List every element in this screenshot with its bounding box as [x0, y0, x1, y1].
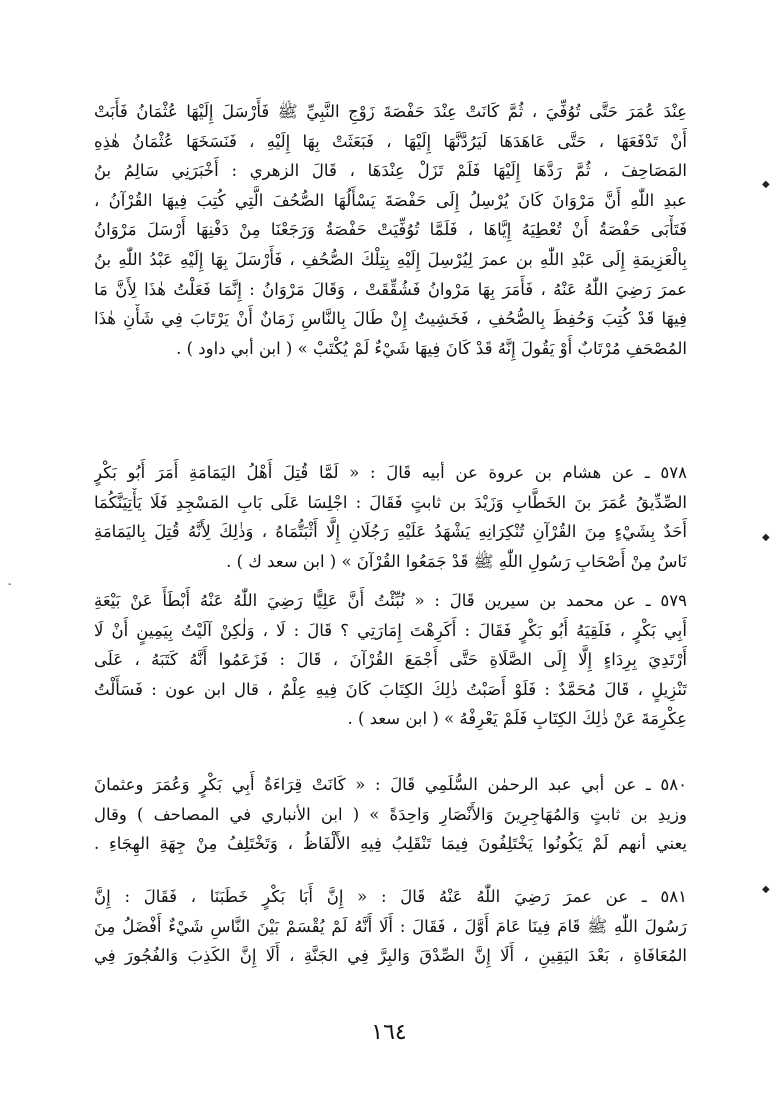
text-line: بِالْعَزِيمَةِ إِلَى عَبْدِ اللّٰهِ بن عمرَ لِيُرْسِلَ إِلَيْهِ بِتِلْكَ الصُّحُفِ ، فَأَرْسَلَ بِهَا إِلَيْهِ عَبْدُ اللّٰهِ بنُ: [94, 249, 687, 269]
text-line: عمرَ رَضِيَ اللّٰهُ عَنْهُ ، فَأَمَرَ بِهَا مَرْوانُ فَشُقِّقَتْ ، وَقَالَ مَرْوَانُ : إِنَّمَا فَعَلْتُ هٰذَا لِأَنَّ مَا: [94, 279, 687, 299]
text-line: عبدِ اللّٰهِ أَنَّ مَرْوَانَ كَانَ يُرْسِلُ إِلَى حَفْصَةَ يَسْأَلُهَا الصُّحُفَ الَّتِي كُتِبَ فِيهَا القُرْآنُ ،: [94, 190, 687, 210]
text-line: المُعَافَاةِ ، بَعْدَ اليَقِينِ ، أَلَا إِنَّ الصِّدْقَ وَالبِرَّ فِي الجَنَّةِ ، أَلَا إِنَّ الكَذِبَ وَالفُجُورَ فِي: [94, 946, 687, 966]
intro-paragraph: [94, 97, 687, 363]
text-line: يعني أنهم لَمْ يَكُونُوا يَخْتَلِفُونَ فِيمَا تَنْقَلِبُ فِيهِ الأَلْفَاظُ ، وَتَخْتَلِفُ مِنْ جِهَةِ الهِجَاءِ .: [94, 834, 687, 854]
margin-mark: ◆: [762, 179, 770, 190]
text-line: أَحَدٌ بِشَيْءٍ مِنَ القُرْآنِ تُنْكِرَانِهِ يَشْهَدُ عَلَيْهِ رَجُلَانِ إِلَّا أَثْبَتُّمَاهُ ، وَذٰلِكَ لِأَنَّهُ قُتِلَ بِاليَمَامَةِ: [94, 522, 687, 542]
hadith-579: [94, 586, 687, 734]
margin-mark: ◆: [762, 532, 770, 543]
text-line: أَبِي بَكْرٍ ، فَلَقِيَهُ أَبُو بَكْرٍ فَقَالَ : أَكَرِهْتَ إِمَارَتِي ؟ قَالَ : لَا ، وَلٰكِنْ آلَيْتُ بِيَمِينٍ أَنْ لَا: [94, 620, 687, 640]
text-line: وزيدِ بن ثابتٍ وَالمُهَاجِرِينَ وَالأَنْصَارِ وَاحِدَةً » ( ابن الأنباري في المصاحف ) وقال: [94, 804, 687, 824]
text-line: رَسُولَ اللّٰهِ ﷺ قَامَ فِينَا عَامَ أَوَّلَ ، فَقَالَ : أَلَا أَنَّهُ لَمْ يُقْسَمْ بَيْنَ النَّاسِ شَيْءٌ أَفْضَلُ مِنَ: [94, 916, 687, 936]
text-line: تَنْزِيلٍ ، قَالَ مُحَمَّدٌ : فَلَوْ أَصَبْتُ ذٰلِكَ الكِتَابَ كَانَ فِيهِ عِلْمٌ ، قال ابن عون : فَسَأَلْتُ: [94, 679, 687, 699]
text-line: الصِّدِّيقُ عُمَرَ بنَ الخَطَّابِ وَزَيْدَ بن ثابتٍ فَقَالَ : اجْلِسَا عَلَى بَابِ المَسْجِدِ فَلَا يَأْتِيَنَّكُمَا: [94, 492, 687, 512]
text-line: نَاسٌ مِنْ أَصْحَابِ رَسُولِ اللّٰهِ ﷺ قَدْ جَمَعُوا القُرْآنَ » ( ابن سعد ك ) .: [226, 551, 687, 571]
margin-mark: -: [8, 579, 12, 590]
margin-mark: ◆: [762, 884, 770, 895]
hadith-580: [94, 770, 687, 859]
text-line: عِكْرِمَةَ عَنْ ذٰلِكَ الكِتَابِ فَلَمْ يَعْرِفْهُ » ( ابن سعد ) .: [347, 709, 687, 729]
text-line: المَصَاحِفَ ، ثُمَّ رَدَّهَا إِلَيْهَا فَلَمْ تَزَلْ عِنْدَهَا ، قَالَ الزهري : أَخْبَرَنِي سَالِمُ بنُ: [94, 161, 687, 181]
text-line: أَرْتَدِيَ بِرِدَاءٍ إِلَّا إِلَى الصَّلَاةِ حَتَّى أَجْمَعَ القُرْآنَ ، قَالَ : فَزَعَمُوا أَنَّهُ كَتَبَهُ ، عَلَى: [94, 650, 687, 670]
page-number: ١٦٤: [371, 1020, 407, 1045]
hadith-578: [94, 458, 687, 576]
text-line: فِيهَا قَدْ كُتِبَ وَحُفِظَ بِالصُّحُفِ ، فَخَشِيتُ إِنْ طَالَ بِالنَّاسِ زَمَانٌ أَنْ يَرْتَابَ فِي شَأْنِ هٰذَا: [94, 309, 687, 329]
text-line: عِنْدَ عُمَرَ حَتَّى تُوُفِّيَ ، ثُمَّ كَانَتْ عِنْدَ حَفْصَةَ زَوْجِ النَّبِيِّ ﷺ فَأَرْسَلَ إِلَيْهَا عُثْمَانُ فَأَبَتْ: [94, 102, 687, 121]
text-line: ٥٨٠ ـ عن أبي عبد الرحمٰن السُّلَمِي قَالَ : « كَانَتْ قِرَاءَةُ أَبِي بَكْرٍ وَعُمَرَ وعثمانَ: [94, 775, 687, 794]
text-line: ٥٧٨ ـ عن هشام بن عروة عن أبيه قَالَ : « لَمَّا قُتِلَ أَهْلُ اليَمَامَةِ أَمَرَ أَبُو بَكْرٍ: [94, 463, 687, 482]
text-line: فَتَأْبَى حَفْصَةُ أَنْ تُعْطِيَهُ إِيَّاهَا ، فَلَمَّا تُوُفِّيَتْ حَفْصَةُ وَرَجَعْنَا مِنْ دَفْنِهَا أَرْسَلَ مَرْوَانُ: [94, 220, 687, 240]
hadith-581: [94, 882, 687, 971]
text-line: المُصْحَفِ مُرْتَابٌ أَوْ يَقُولَ إِنَّهُ قَدْ كَانَ فِيهَا شَيْءٌ لَمْ يُكْتَبْ » ( ابن أبي داود ) .: [176, 338, 687, 358]
text-line: ٥٧٩ ـ عن محمد بن سيرين قَالَ : « نُبِّئْتُ أَنَّ عَلِيًّا رَضِيَ اللّٰهُ عَنْهُ أَبْطَأَ عَنْ بَيْعَةِ: [94, 591, 687, 610]
text-line: ٥٨١ ـ عن عمرَ رَضِيَ اللّٰهُ عَنْهُ قَالَ : « إِنَّ أَبَا بَكْرٍ خَطَبَنَا ، فَقَالَ : إِنَّ: [94, 887, 687, 906]
text-line: أَنْ تَدْفَعَهَا ، حَتَّى عَاهَدَهَا لَيَرُدَّنَّهَا إِلَيْهَا ، فَبَعَثَتْ بِهَا إِلَيْهِ ، فَنَسَخَهَا عُثْمَانُ هٰذِهِ: [94, 131, 687, 151]
